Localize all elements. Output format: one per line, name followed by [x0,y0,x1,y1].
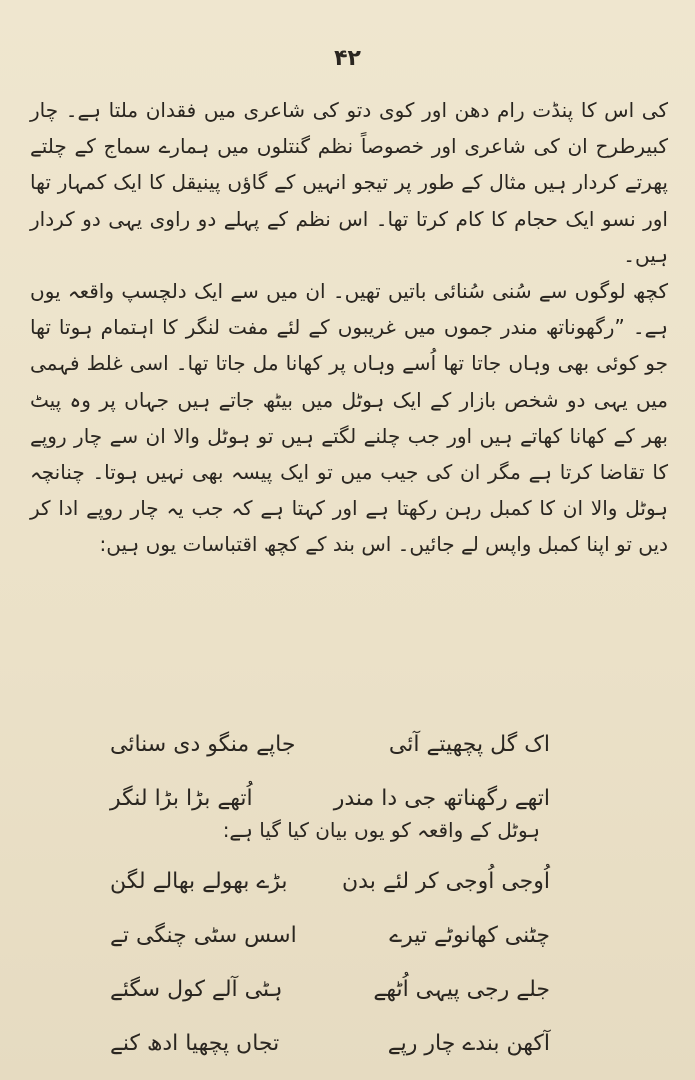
hemistich-left: ہٹی آلے کول سگئے [110,977,283,1002]
hemistich-right: چٹنی کھانوٹے تیرے [389,923,550,948]
couplet [110,855,550,909]
hemistich-right: آکھن بندے چار رپے [387,1031,550,1056]
couplet [110,1017,550,1071]
hemistich-right: اک گل پچھیتے آئی [388,732,550,757]
page-number: ۴۲ [334,46,361,71]
couplet [110,963,550,1017]
hemistich-left: اسس سٹی چنگی تے [110,923,297,948]
paragraph-2: کچھ لوگوں سے سُنی سُنائی باتیں تھیں۔ ان میں سے ایک دلچسپ واقعہ یوں ہے۔ ”رگھوناتھ مندر جموں میں غریبوں کے لئے مفت لنگر کا اہتمام ہوتا تھا جو کوئی بھی وہاں جاتا تھا اُسے وہاں پر کھانا مل جاتا تھا۔ اسی غلط فہمی میں یہی دو شخص بازار کے ایک ہوٹل میں بیٹھ جاتے ہیں جہاں پر وہ پیٹ بھر کے کھانا کھاتے ہیں اور جب چلنے لگتے ہیں تو ہوٹل والا ان سے چار روپے کا تقاضا کرتا ہے مگر ان کی جیب میں تو ایک پیسہ بھی نہیں ہوتا۔ چنانچہ ہوٹل والا ان کا کمبل رہن رکھتا ہے اور کہتا ہے کہ جب یہ چار روپے ادا کر دیں تو اپنا کمبل واپس لے جائیں۔ اس بند کے کچھ اقتباسات یوں ہیں: [30,279,668,557]
verse-block-2 [110,855,550,1071]
paragraph-1: کی اس کا پنڈت رام دھن اور کوی دتو کی شاعری میں فقدان ملتا ہے۔ چار کبیرطرح ان کی شاعری اور خصوصاً نظم گنتلوں میں ہمارے سماج کے چلتے پھرتے کردار ہیں مثال کے طور پر تیجو انہیں کے گاؤں پینیقل کا ایک کمہار تھا اور نسو ایک حجام کا کام کرتا تھا۔ اس نظم کے پہلے دو راوی یہی دو کردار ہیں۔ [30,98,668,267]
hemistich-right: اُوجی اُوجی کر لئے بدن [342,869,550,894]
hemistich-left: بڑے بھولے بھالے لگن [110,869,288,894]
hemistich-left: جاپے منگو دی سنائی [110,732,296,757]
hemistich-left: اُتھے بڑا بڑا لنگر [110,786,253,811]
hemistich-right: جلے رجی پیہی اُٹھے [373,977,550,1002]
couplet [110,909,550,963]
hemistich-right: اتھے رگھناتھ جی دا مندر [333,786,550,811]
verse-intro-line: ہوٹل کے واقعہ کو یوں بیان کیا گیا ہے: [222,818,540,842]
hemistich-left: تجاں پچھیا ادھ کنے [110,1031,280,1056]
prose-body [30,92,668,563]
verse-block-1 [110,718,550,826]
couplet [110,718,550,772]
